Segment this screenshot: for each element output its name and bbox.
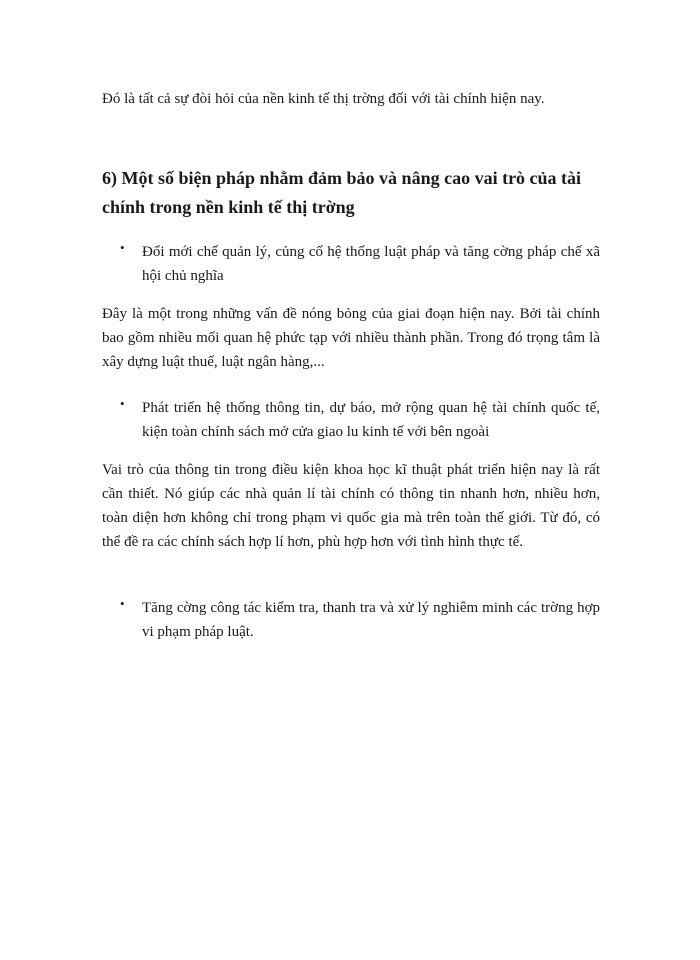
bullet-text: Phát triển hệ thống thông tin, dự báo, mở rộng quan hệ tài chính quốc tế, kiện toàn chính sách mở cửa giao lu kinh tế với bên ngoài bbox=[142, 400, 600, 440]
paragraph: Vai trò của thông tin trong điều kiện khoa học kĩ thuật phát triển hiện nay là rất cần thiết. Nó giúp các nhà quản lí tài chính có thông tin nhanh hơn, nhiều hơn, toàn diện hơn không chỉ trong phạm vi quốc gia mà trên toàn thế giới. Từ đó, có thể đề ra các chính sách hợp lí hơn, phù hợp hơn với tình hình thực tế. bbox=[102, 462, 600, 550]
bullet-item bbox=[120, 596, 600, 644]
section-heading: 6) Một số biện pháp nhằm đảm bảo và nâng cao vai trò của tài chính trong nền kinh tế thị trờng bbox=[102, 168, 582, 217]
intro-sentence: Đó là tất cả sự đòi hỏi của nền kinh tế thị trờng đối với tài chính hiện nay. bbox=[102, 91, 545, 107]
paragraph: Đây là một trong những vấn đề nóng bỏng của giai đoạn hiện nay. Bởi tài chính bao gồm nhiều mối quan hệ phức tạp với nhiều thành phần. Trong đó trọng tâm là xây dựng luật thuế, luật ngân hàng,... bbox=[102, 306, 600, 370]
bullet-text: Tăng cờng công tác kiểm tra, thanh tra và xử lý nghiêm minh các trờng hợp vi phạm pháp luật. bbox=[142, 600, 600, 640]
bullet-icon: • bbox=[120, 240, 125, 255]
bullet-item bbox=[120, 396, 600, 444]
bullet-icon: • bbox=[120, 396, 125, 411]
bullet-text: Đổi mới chế quản lý, củng cố hệ thống luật pháp và tăng cờng pháp chế xã hội chủ nghĩa bbox=[142, 244, 600, 284]
bullet-icon: • bbox=[120, 596, 125, 611]
bullet-item bbox=[120, 240, 600, 288]
